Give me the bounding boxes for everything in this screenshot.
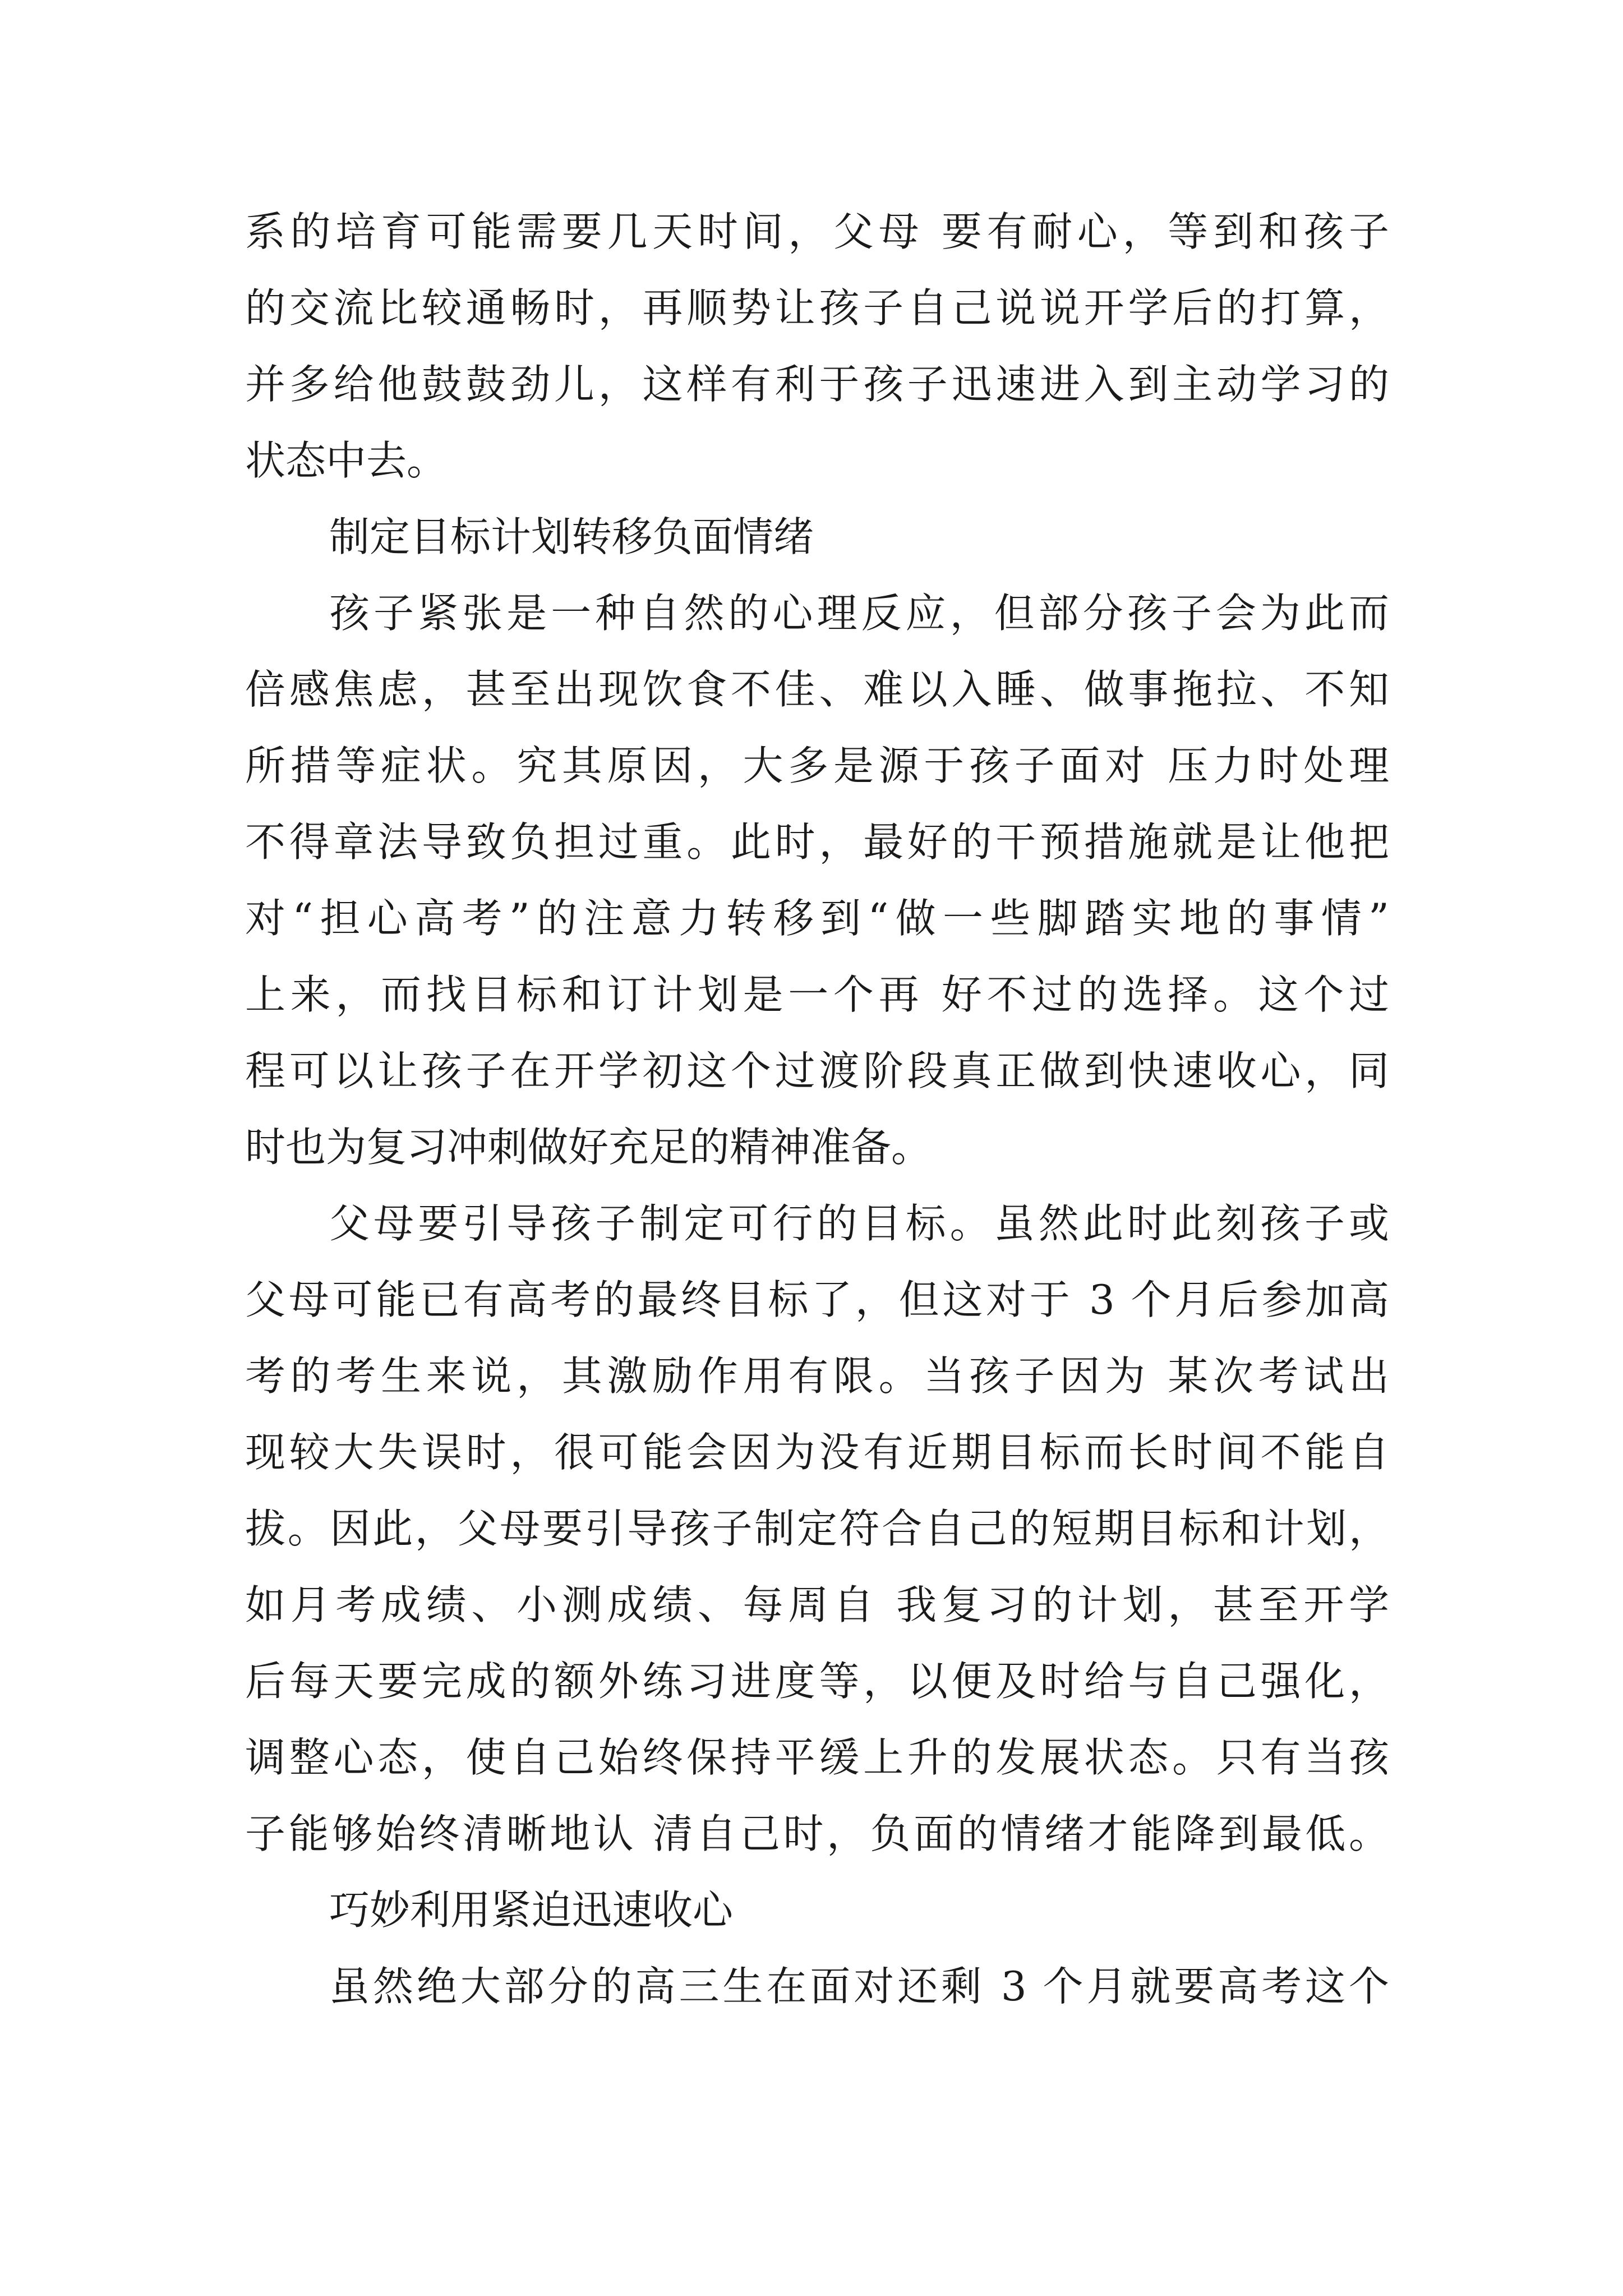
text-line: 状态中去。 <box>245 437 448 484</box>
text-line: 倍感焦虑，甚至出现饮食不佳、难以入睡、做事拖拉、不知 <box>245 666 1389 713</box>
text-line: 考的考生来说，其激励作用有限。当孩子因为 某次考试出 <box>245 1352 1389 1400</box>
text-line: 并多给他鼓鼓劲儿，这样有利于孩子迅速进入到主动学习的 <box>245 361 1389 408</box>
text-line: 系的培育可能需要几天时间，父母 要有耐心，等到和孩子 <box>245 208 1389 255</box>
text-line: 时也为复习冲刺做好充足的精神准备。 <box>245 1124 932 1171</box>
text-line: 父母可能已有高考的最终目标了，但这对于 3 个月后参加高 <box>245 1276 1389 1323</box>
text-line: 子能够始终清晰地认 清自己时，负面的情绪才能降到最低。 <box>245 1810 1389 1857</box>
section-heading: 制定目标计划转移负面情绪 <box>329 513 814 560</box>
text-line: 调整心态，使自己始终保持平缓上升的发展状态。只有当孩 <box>245 1734 1389 1781</box>
text-line: 不得章法导致负担过重。此时，最好的干预措施就是让他把 <box>245 818 1389 866</box>
section-heading: 巧妙利用紧迫迅速收心 <box>329 1887 734 1934</box>
text-line: 的交流比较通畅时，再顺势让孩子自己说说开学后的打算， <box>245 284 1389 332</box>
body-text <box>245 194 1389 2024</box>
text-line: 现较大失误时，很可能会因为没有近期目标而长时间不能自 <box>245 1429 1389 1476</box>
text-line: 如月考成绩、小测成绩、每周自 我复习的计划，甚至开学 <box>245 1581 1389 1628</box>
text-line: 上来，而找目标和订计划是一个再 好不过的选择。这个过 <box>245 971 1389 1018</box>
text-line: 程可以让孩子在开学初这个过渡阶段真正做到快速收心，同 <box>245 1047 1389 1094</box>
text-line: 孩子紧张是一种自然的心理反应，但部分孩子会为此而 <box>329 590 1389 637</box>
text-line: 拔。因此，父母要引导孩子制定符合自己的短期目标和计划， <box>245 1505 1389 1552</box>
text-line: 对“担心高考”的注意力转移到“做一些脚踏实地的事情” <box>245 895 1389 942</box>
text-line: 虽然绝大部分的高三生在面对还剩 3 个月就要高考这个 <box>329 1963 1389 2010</box>
text-line: 父母要引导孩子制定可行的目标。虽然此时此刻孩子或 <box>329 1200 1389 1247</box>
text-line: 后每天要完成的额外练习进度等，以便及时给与自己强化， <box>245 1658 1389 1705</box>
text-line: 所措等症状。究其原因，大多是源于孩子面对 压力时处理 <box>245 742 1389 789</box>
